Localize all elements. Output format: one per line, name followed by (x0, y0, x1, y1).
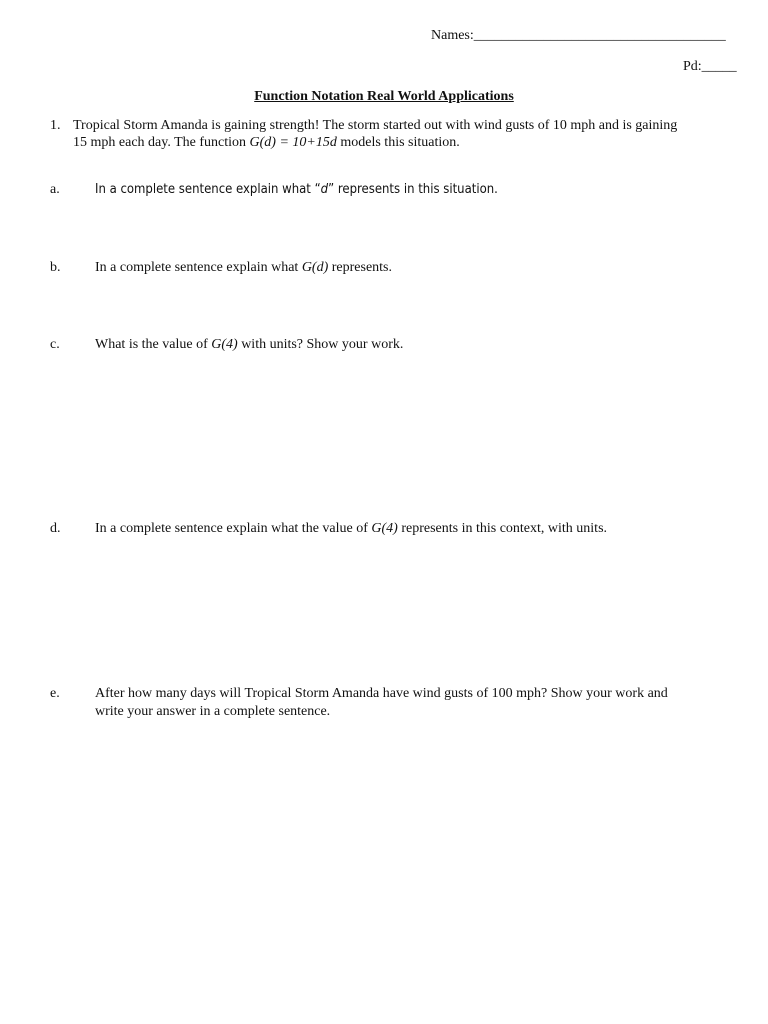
part-e-prompt-line-2: write your answer in a complete sentence. (95, 704, 331, 719)
part-a-post: ” represents in this situation. (328, 182, 498, 197)
part-a-variable: d (320, 182, 329, 197)
names-field[interactable]: Names:____________________________________ (431, 28, 726, 43)
part-b-pre: In a complete sentence explain what (95, 260, 302, 275)
part-b-letter: b. (50, 260, 61, 275)
part-b-prompt (95, 260, 392, 276)
question-line2-suffix: models this situation. (336, 135, 460, 150)
question-text-line-1: Tropical Storm Amanda is gaining strength! The storm started out with wind gusts of 10 mph and is gaining (73, 118, 678, 133)
part-b-post: represents. (328, 260, 393, 275)
part-c-letter: c. (50, 337, 60, 352)
question-line2-prefix: 15 mph each day. The function (73, 135, 250, 150)
part-c-pre: What is the value of (95, 337, 212, 352)
part-d-pre: In a complete sentence explain what the value of (95, 521, 372, 536)
question-number: 1. (50, 118, 61, 133)
worksheet-title: Function Notation Real World Applications (254, 89, 514, 104)
part-a-letter: a. (50, 182, 60, 197)
part-a-prompt (95, 182, 498, 197)
part-c-prompt (95, 337, 403, 353)
part-e-letter: e. (50, 686, 60, 701)
part-d-prompt (95, 521, 607, 537)
period-field[interactable]: Pd:_____ (683, 59, 737, 74)
part-b-function: G(d) (301, 260, 329, 275)
function-formula: G(d) = 10+15d (249, 135, 337, 150)
part-d-letter: d. (50, 521, 61, 536)
part-d-function: G(4) (371, 521, 398, 536)
part-d-post: represents in this context, with units. (397, 521, 608, 536)
part-c-post: with units? Show your work. (237, 337, 404, 352)
part-c-function: G(4) (211, 337, 238, 352)
question-text-line-2 (73, 135, 460, 151)
part-e-prompt-line-1: After how many days will Tropical Storm Amanda have wind gusts of 100 mph? Show your work and (95, 686, 668, 701)
part-a-pre: In a complete sentence explain what “ (95, 182, 321, 197)
